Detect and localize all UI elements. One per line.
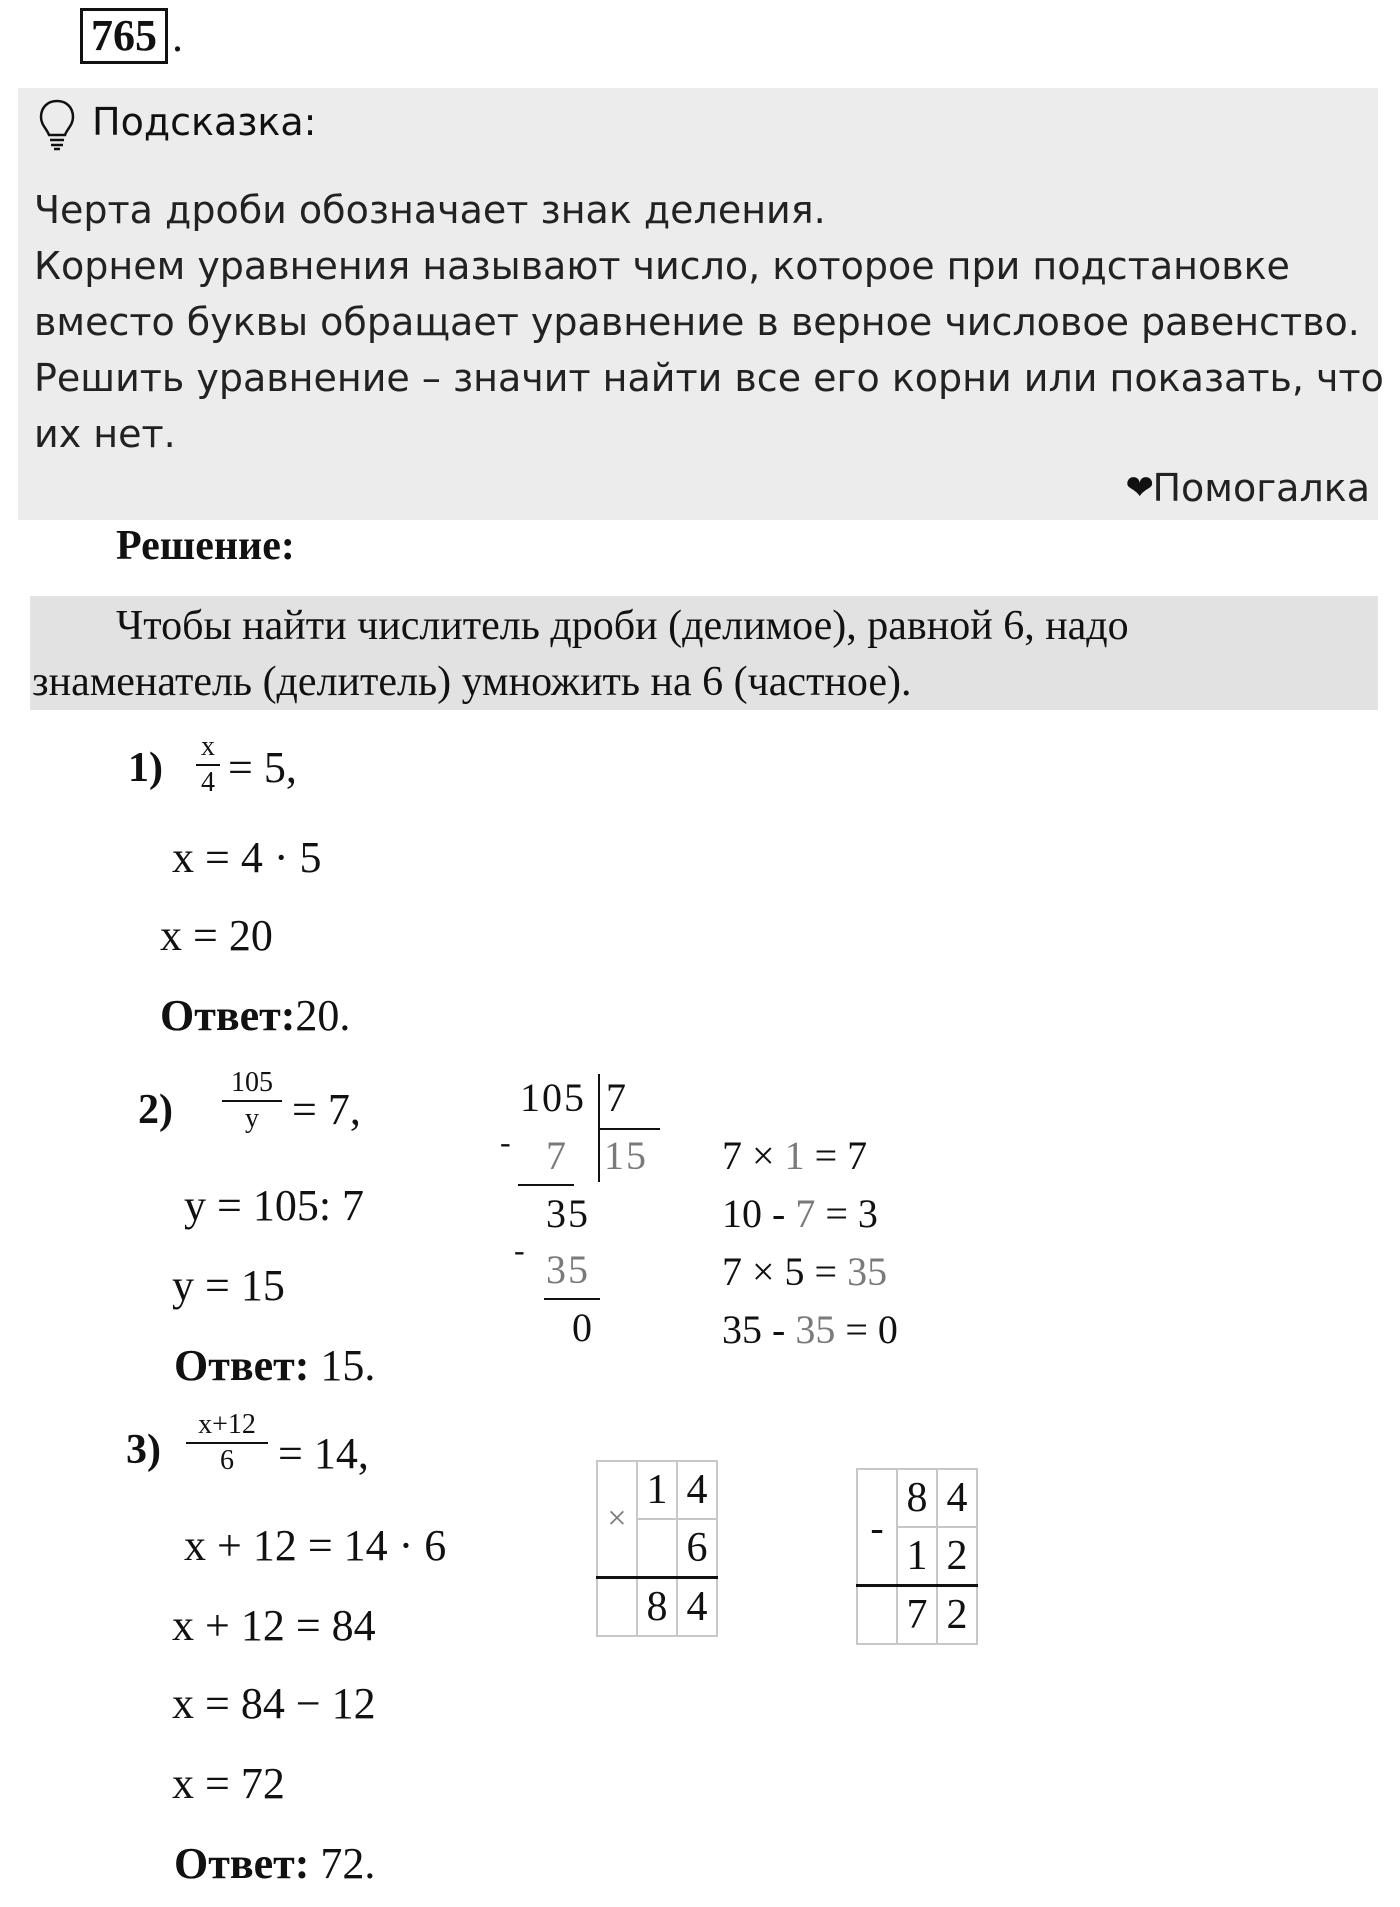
rule-line: Чтобы найти числитель дроби (делимое), равной 6, надо — [116, 603, 1129, 649]
hint-title: Подсказка: — [92, 100, 317, 144]
part-1-equation-tail: = 5, — [228, 743, 297, 792]
lightbulb-icon — [38, 98, 76, 152]
minus-sign: - — [500, 1124, 513, 1160]
fraction-numerator: x+12 — [198, 1409, 256, 1440]
part-3-equation-tail: = 14, — [278, 1429, 369, 1478]
part-1-label: 1) — [128, 745, 163, 791]
division-note: 10 - 7 = 3 — [722, 1191, 878, 1236]
division-divisor: 7 — [606, 1075, 628, 1120]
division-subtrahend: 7 — [546, 1133, 568, 1178]
problem-number-dot: . — [172, 12, 183, 61]
division-underline — [518, 1184, 574, 1186]
fraction-numerator: x — [201, 731, 215, 762]
hint-line: вместо буквы обращает уравнение в верное числовое равенство. — [34, 300, 1360, 344]
hint-line: Черта дроби обозначает знак деления. — [34, 188, 826, 232]
grid-cell: 8 — [637, 1578, 677, 1637]
grid-cell: 1 — [637, 1461, 677, 1519]
answer-value: 72. — [320, 1839, 376, 1888]
part-2-answer — [174, 1340, 375, 1391]
division-note: 7 × 1 = 7 — [722, 1133, 868, 1178]
fraction-denominator: 4 — [201, 767, 215, 798]
part-3-step: x = 84 − 12 — [172, 1679, 376, 1728]
grid-cell: 7 — [897, 1586, 937, 1645]
grid-cell: 2 — [937, 1586, 977, 1645]
grid-cell: 2 — [937, 1527, 977, 1586]
answer-label: Ответ: — [174, 1839, 310, 1888]
heart-icon: ❤ — [1125, 468, 1154, 508]
division-remainder: 0 — [572, 1305, 594, 1350]
division-note: 35 - 35 = 0 — [722, 1307, 898, 1352]
grid-cell: 4 — [937, 1469, 977, 1527]
hint-line: Корнем уравнения называют число, которое при подстановке — [34, 244, 1290, 288]
hint-line: их нет. — [34, 412, 176, 456]
grid-cell — [637, 1519, 677, 1578]
part-1-step: x = 4 · 5 — [172, 833, 322, 882]
subtraction-grid — [856, 1468, 978, 1645]
division-underline — [544, 1298, 600, 1300]
grid-cell: 1 — [897, 1527, 937, 1586]
part-2-fraction — [222, 1066, 282, 1136]
grid-cell: 6 — [677, 1519, 717, 1578]
problem-number: 765 — [80, 8, 168, 64]
hint-line: Решить уравнение – значит найти все его корни или показать, что — [34, 356, 1384, 400]
fraction-denominator: y — [245, 1103, 259, 1134]
division-subtrahend: 35 — [546, 1247, 590, 1292]
division-divisor-line — [600, 1128, 660, 1130]
part-1-fraction — [196, 730, 220, 800]
part-2-step: y = 105: 7 — [184, 1181, 365, 1230]
minus-sign: - — [857, 1469, 897, 1586]
answer-label: Ответ: — [160, 991, 296, 1040]
division-remainder: 35 — [546, 1191, 590, 1236]
grid-cell: 4 — [677, 1578, 717, 1637]
grid-cell — [597, 1578, 637, 1637]
part-2-equation-tail: = 7, — [292, 1085, 361, 1134]
part-3-answer — [174, 1838, 375, 1889]
multiply-sign: × — [597, 1461, 637, 1578]
multiplication-grid — [596, 1460, 718, 1637]
minus-sign: - — [514, 1232, 527, 1268]
part-2-step: y = 15 — [172, 1261, 285, 1310]
grid-cell — [857, 1586, 897, 1645]
part-3-step: x + 12 = 84 — [172, 1601, 376, 1650]
part-3-step: x + 12 = 14 · 6 — [184, 1521, 447, 1570]
part-3-fraction — [186, 1408, 268, 1478]
part-1-step: x = 20 — [160, 911, 273, 960]
division-note: 7 × 5 = 35 — [722, 1249, 888, 1294]
answer-value: 15. — [320, 1341, 376, 1390]
part-2-label: 2) — [138, 1087, 173, 1133]
fraction-numerator: 105 — [231, 1067, 273, 1098]
part-1-answer — [160, 990, 350, 1041]
grid-cell: 4 — [677, 1461, 717, 1519]
solution-title: Решение: — [116, 523, 295, 569]
answer-value: 20. — [295, 991, 351, 1040]
fraction-denominator: 6 — [220, 1445, 234, 1476]
grid-cell: 8 — [897, 1469, 937, 1527]
division-dividend: 105 — [520, 1075, 586, 1120]
part-3-label: 3) — [126, 1427, 161, 1473]
answer-label: Ответ: — [174, 1341, 310, 1390]
helper-link[interactable]: Помогалка — [1152, 466, 1370, 510]
division-quotient: 15 — [604, 1133, 648, 1178]
rule-line: знаменатель (делитель) умножить на 6 (частное). — [32, 659, 912, 705]
part-3-step: x = 72 — [172, 1759, 285, 1808]
